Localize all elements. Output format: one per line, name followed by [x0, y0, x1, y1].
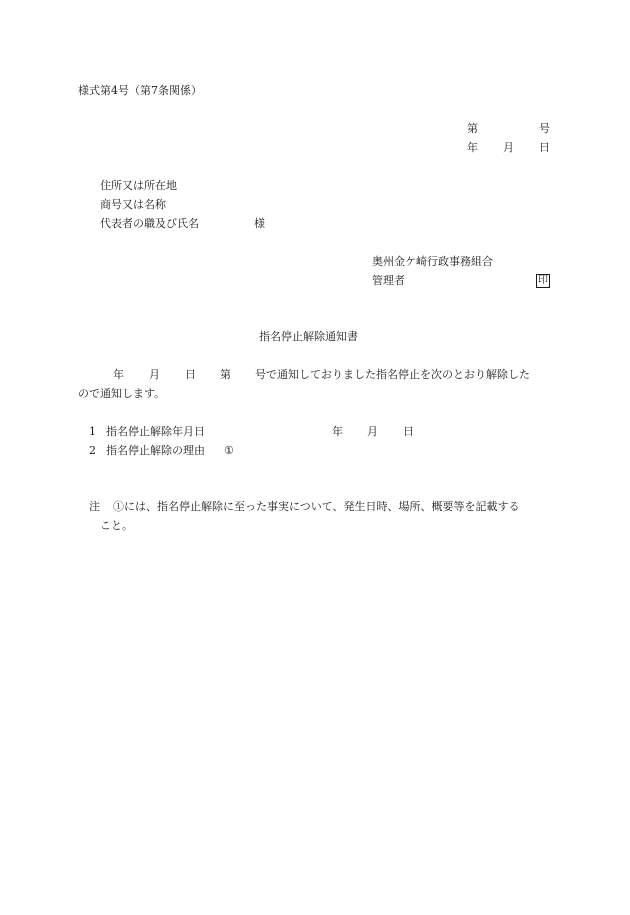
- document-title: 指名停止解除通知書: [259, 330, 358, 343]
- item-2-number: 2: [89, 444, 96, 457]
- body-line1-rest: 号で通知しておりました指名停止を次のとおり解除した: [255, 368, 530, 381]
- issuer-seal: [536, 273, 550, 288]
- body-line2: ので通知します。: [78, 387, 166, 400]
- item-1-label: 指名停止解除年月日: [106, 425, 205, 438]
- recipient-address-label: 住所又は所在地: [100, 179, 177, 192]
- doc-number-suffix: 号: [539, 122, 550, 135]
- note-label: 注: [89, 500, 100, 513]
- item-1-year: 年: [332, 425, 343, 438]
- item-1-day: 日: [403, 425, 414, 438]
- doc-date-year: 年: [467, 141, 478, 154]
- issuer-title: 管理者: [372, 274, 405, 287]
- doc-date-day: 日: [539, 141, 550, 154]
- doc-number-prefix: 第: [467, 122, 478, 135]
- item-1-number: 1: [89, 425, 96, 438]
- note-line2: こと。: [100, 519, 133, 532]
- recipient-business-name-label: 商号又は名称: [100, 198, 166, 211]
- item-1-month: 月: [367, 425, 378, 438]
- recipient-honorific: 様: [254, 217, 265, 230]
- body-day: 日: [185, 368, 196, 381]
- recipient-representative-label: 代表者の職及び氏名: [100, 217, 199, 230]
- item-2-marker: ①: [224, 444, 234, 457]
- doc-date-month: 月: [503, 141, 514, 154]
- body-number-prefix: 第: [220, 368, 231, 381]
- form-number: 様式第4号（第7条関係）: [78, 84, 202, 97]
- note-line1: ①には、指名停止解除に至った事実について、発生日時、場所、概要等を記載する: [113, 500, 520, 513]
- issuer-organization: 奥州金ケ崎行政事務組合: [372, 255, 493, 268]
- body-year: 年: [113, 368, 124, 381]
- seal-mark: 印: [538, 275, 548, 286]
- item-2-label: 指名停止解除の理由: [106, 444, 205, 457]
- body-month: 月: [149, 368, 160, 381]
